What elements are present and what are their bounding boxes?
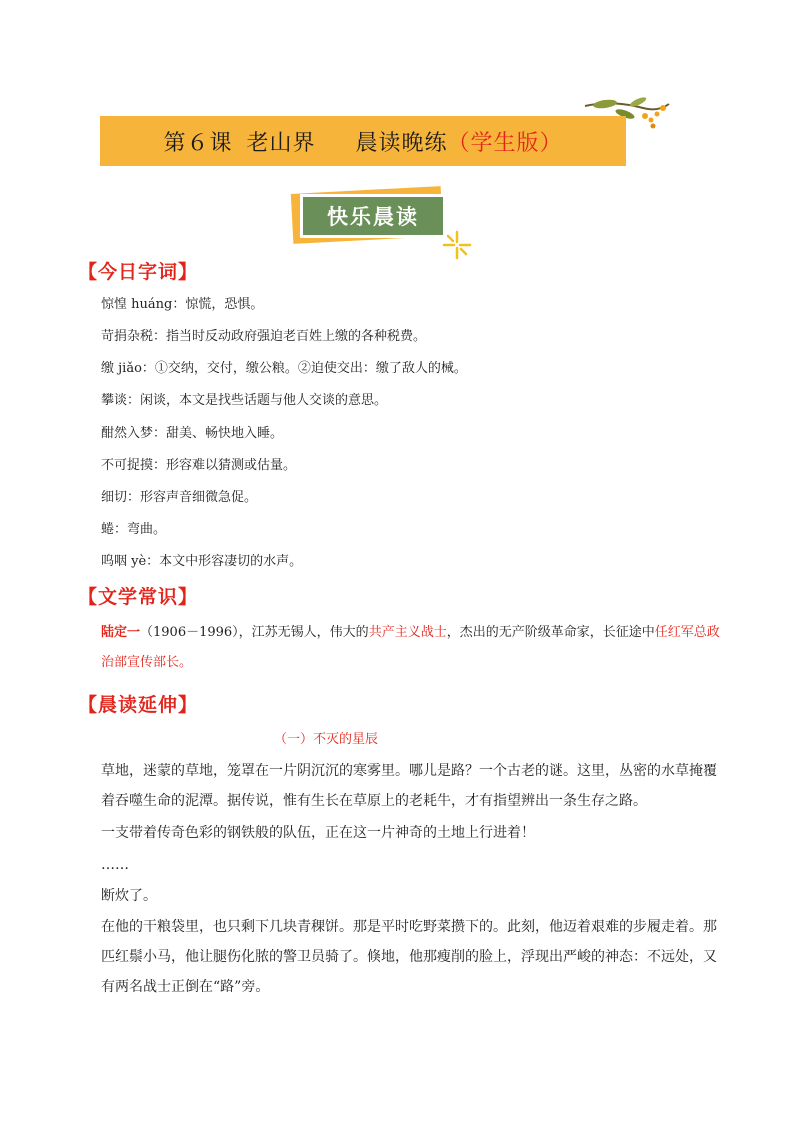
word-item: 苛捐杂税：指当时反动政府强迫老百姓上缴的各种税费。 [101,329,427,344]
word-item: 细切：形容声音细微急促。 [101,490,258,505]
author-mid: ，杰出的无产阶级革命家，长征途中 [446,625,655,640]
lesson-title: 老山界 [246,130,316,156]
word-item: 不可捉摸：形容难以猜测或估量。 [101,458,297,473]
literature-heading: 【文学常识】 [78,586,199,608]
literature-paragraph [101,618,721,678]
word-item: 酣然入梦：甜美、畅快地入睡。 [101,426,284,441]
reading-paragraph-3: 断炊了。 [101,888,157,904]
section-badge [286,186,456,250]
word-item: 呜咽 yè：本文中形容凄切的水声。 [101,554,303,569]
author-years: （1906－1996），江苏无锡人，伟大的 [140,625,369,640]
word-item: 攀谈：闲谈，本文是找些话题与他人交谈的意思。 [101,393,388,408]
word-item: 缴 jiǎo：①交纳，交付，缴公粮。②迫使交出：缴了敌人的械。 [101,361,467,376]
reading-paragraph-4: 在他的干粮袋里，也只剩下几块青稞饼。那是平时吃野菜攒下的。此刻，他迈着艰难的步履走着。那匹红鬃小马，他让腿伤化脓的警卫员骑了。倏地，他那瘦削的脸上，浮现出严峻的神态：不远处，又有两名战士正倒在“路”旁。 [101,919,717,995]
reading-paragraph-1: 草地，迷蒙的草地，笼罩在一片阴沉沉的寒雾里。哪儿是路？一个古老的谜。这里，丛密的水草掩覆着吞噬生命的泥潭。据传说，惟有生长在草原上的老耗牛，才有指望辨出一条生存之路。 [101,763,717,809]
reading-paragraph-2: 一支带着传奇色彩的钢铁般的队伍，正在这一片神奇的土地上行进着！ [101,825,535,841]
sparkle-icon [440,228,474,262]
reading-ellipsis: …… [101,857,129,873]
word-item: 蜷：弯曲。 [101,522,167,537]
extension-heading: 【晨读延伸】 [78,694,199,716]
word-item: 惊惶 huáng：惊慌，恐惧。 [101,297,264,312]
reading-subtitle: （一）不灭的星辰 [274,732,379,747]
lesson-number: 第６课 [163,130,233,156]
author-role-1: 共产主义战士 [368,625,447,640]
author-name: 陆定一 [101,625,141,640]
badge-label: 快乐晨读 [300,194,446,238]
series-title: 晨读晚练 [355,130,448,156]
page-title [100,116,626,166]
words-heading: 【今日字词】 [78,261,199,283]
author-role-2: 任红军总政治部宣传部长。 [101,625,720,670]
edition-label: （学生版） [447,130,563,156]
